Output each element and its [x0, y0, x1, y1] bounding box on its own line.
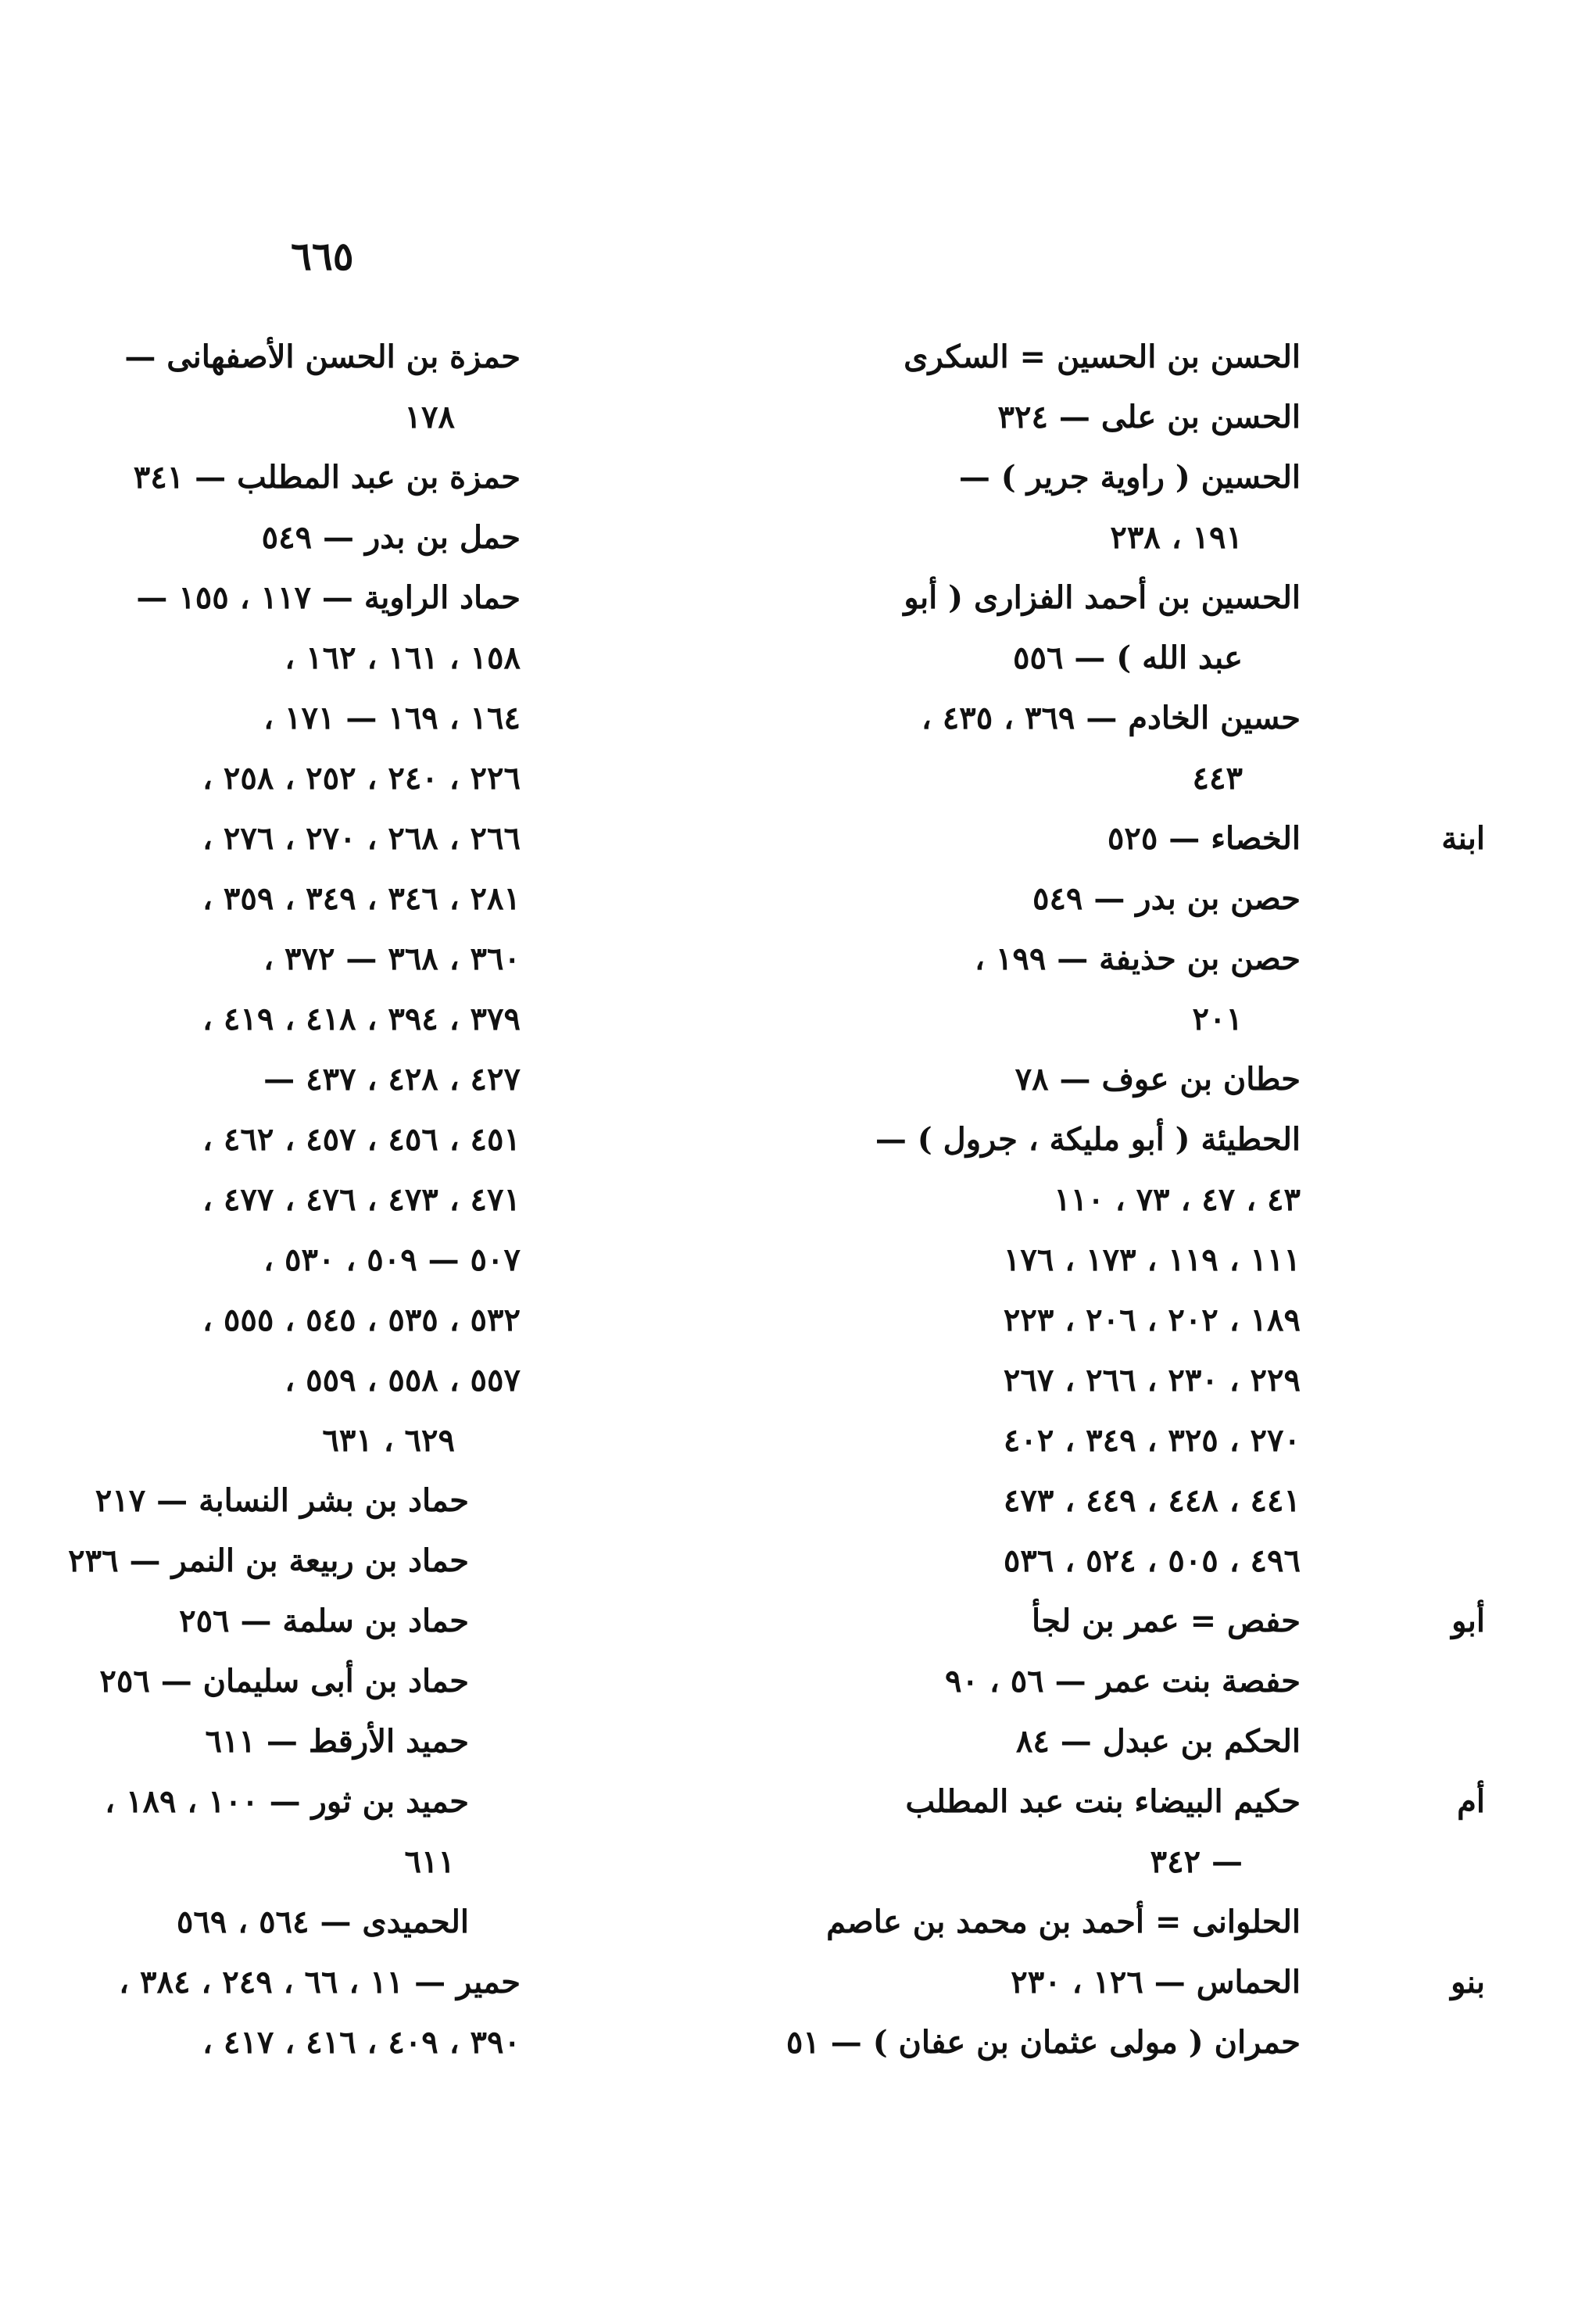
entry-text: — ٣٤٢: [1150, 1843, 1243, 1880]
index-entry-line: [94, 1832, 703, 1892]
entry-prefix: ابنة: [1441, 820, 1485, 857]
entry-text: ٣٧٩ ، ٣٩٤ ، ٤١٨ ، ٤١٩ ،: [202, 1001, 521, 1037]
index-entry-line: [766, 929, 1485, 989]
entry-text: ١٥٨ ، ١٦١ ، ١٦٢ ،: [284, 639, 521, 676]
page-number: ٦٦٥: [291, 233, 354, 279]
index-entry-line: [94, 447, 703, 507]
index-entry-line: [94, 1591, 703, 1651]
index-entry-line: [94, 1350, 703, 1410]
entry-text: حماد بن أبى سليمان — ٢٥٦: [99, 1663, 469, 1699]
index-column-right: [766, 327, 1485, 2072]
index-entry-line: [766, 808, 1485, 869]
index-entry-line: [766, 1109, 1485, 1169]
index-entry-line: [766, 1651, 1485, 1711]
entry-text: عبد الله ) — ٥٥٦: [1012, 639, 1243, 676]
entry-text: حصن بن بدر — ٥٤٩: [1032, 880, 1301, 917]
index-entry-line: [94, 327, 703, 387]
index-entry-line: [94, 808, 703, 869]
index-column-left: [68, 327, 703, 2072]
entry-text: حماد بن سلمة — ٢٥٦: [179, 1603, 469, 1639]
entry-text: الحكم بن عبدل — ٨٤: [1015, 1723, 1301, 1760]
entry-text: ١١١ ، ١١٩ ، ١٧٣ ، ١٧٦: [1003, 1241, 1301, 1278]
entry-text: ٤٧١ ، ٤٧٣ ، ٤٧٦ ، ٤٧٧ ،: [202, 1181, 521, 1218]
index-entry-line: [766, 1892, 1485, 1952]
index-entry-line: [94, 1711, 703, 1771]
index-entry-line: [766, 869, 1485, 929]
entry-text: ٢٦٦ ، ٢٦٨ ، ٢٧٠ ، ٢٧٦ ،: [202, 820, 521, 857]
entry-text: حميد الأرقط — ٦١١: [205, 1723, 469, 1760]
index-entry-line: [94, 1049, 703, 1109]
entry-text: الحلوانى = أحمد بن محمد بن عاصم: [826, 1904, 1301, 1940]
index-entry-line: [766, 1531, 1485, 1591]
entry-text: ٢٨١ ، ٣٤٦ ، ٣٤٩ ، ٣٥٩ ،: [202, 880, 521, 917]
entry-text: حمزة بن الحسن الأصفهانى —: [124, 338, 521, 375]
index-entry-line: [94, 1109, 703, 1169]
index-entry-line: [766, 568, 1485, 628]
index-entry-line: [94, 1290, 703, 1350]
entry-prefix: أبو: [1451, 1603, 1485, 1639]
index-entry-line: [766, 327, 1485, 387]
entry-text: حصن بن حذيفة — ١٩٩ ،: [975, 940, 1301, 977]
index-entry-line: [94, 568, 703, 628]
entry-text: ٦٢٩ ، ٦٣١: [322, 1422, 455, 1459]
entry-text: الحماس — ١٢٦ ، ٢٣٠: [1011, 1964, 1301, 2000]
index-entry-line: [766, 1290, 1485, 1350]
index-entry-line: [94, 2012, 703, 2072]
index-entry-line: [94, 1771, 703, 1832]
entry-text: حماد الراوية — ١١٧ ، ١٥٥ —: [136, 579, 521, 616]
index-entry-line: [766, 1049, 1485, 1109]
index-entry-line: [94, 1410, 703, 1470]
index-entry-line: [766, 688, 1485, 748]
index-entry-line: [766, 989, 1485, 1049]
entry-text: ٥٠٧ — ٥٠٩ ، ٥٣٠ ،: [263, 1241, 521, 1278]
index-entry-line: [94, 748, 703, 808]
entry-text: ٣٩٠ ، ٤٠٩ ، ٤١٦ ، ٤١٧ ،: [202, 2024, 521, 2061]
entry-text: ٢٠١: [1192, 1001, 1243, 1037]
entry-prefix: بنو: [1451, 1964, 1485, 2000]
index-entry-line: [94, 989, 703, 1049]
index-entry-line: [94, 1952, 703, 2012]
entry-text: ٤٣ ، ٤٧ ، ٧٣ ، ١١٠: [1054, 1181, 1301, 1218]
entry-text: ٢٢٩ ، ٢٣٠ ، ٢٦٦ ، ٢٦٧: [1003, 1362, 1301, 1399]
index-entry-line: [68, 1531, 703, 1591]
index-entry-line: [766, 628, 1485, 688]
entry-text: حفص = عمر بن لجأ: [1031, 1603, 1301, 1639]
index-entry-line: [766, 1230, 1485, 1290]
index-entry-line: [766, 1410, 1485, 1470]
entry-text: ٤٤٣: [1192, 760, 1243, 797]
index-entry-line: [94, 1470, 703, 1531]
entry-text: حفصة بنت عمر — ٥٦ ، ٩٠: [944, 1663, 1301, 1699]
index-entry-line: [766, 1169, 1485, 1230]
index-entry-line: [94, 1169, 703, 1230]
index-entry-line: [766, 1832, 1485, 1892]
entry-text: حمران ( مولى عثمان بن عفان ) — ٥١: [785, 2024, 1301, 2061]
index-entry-line: [766, 507, 1485, 568]
entry-text: الحسين بن أحمد الفزارى ( أبو: [904, 579, 1301, 616]
index-entry-line: [766, 1952, 1485, 2012]
entry-text: حطان بن عوف — ٧٨: [1014, 1061, 1301, 1098]
entry-text: ٤٤١ ، ٤٤٨ ، ٤٤٩ ، ٤٧٣: [1003, 1482, 1301, 1519]
entry-text: الحسن بن على — ٣٢٤: [997, 399, 1301, 435]
index-entry-line: [94, 929, 703, 989]
index-entry-line: [766, 1771, 1485, 1832]
entry-text: الحطيئة ( أبو مليكة ، جرول ) —: [875, 1121, 1301, 1158]
entry-text: الحميدى — ٥٦٤ ، ٥٦٩: [176, 1904, 469, 1940]
entry-text: حكيم البيضاء بنت عبد المطلب: [905, 1783, 1301, 1820]
entry-text: حمير — ١١ ، ٦٦ ، ٢٤٩ ، ٣٨٤ ،: [119, 1964, 521, 2000]
index-entry-line: [94, 1230, 703, 1290]
entry-text: ٥٥٧ ، ٥٥٨ ، ٥٥٩ ،: [284, 1362, 521, 1399]
index-entry-line: [94, 1651, 703, 1711]
index-entry-line: [766, 1470, 1485, 1531]
entry-text: ٣٦٠ ، ٣٦٨ — ٣٧٢ ،: [263, 940, 521, 977]
index-entry-line: [766, 447, 1485, 507]
entry-text: حميد بن ثور — ١٠٠ ، ١٨٩ ،: [105, 1783, 469, 1820]
entry-text: حمل بن بدر — ٥٤٩: [261, 519, 521, 556]
entry-text: ٢٢٦ ، ٢٤٠ ، ٢٥٢ ، ٢٥٨ ،: [202, 760, 521, 797]
entry-text: ٦١١: [404, 1843, 455, 1880]
entry-text: ١٩١ ، ٢٣٨: [1110, 519, 1243, 556]
index-entry-line: [94, 869, 703, 929]
index-entry-line: [766, 748, 1485, 808]
index-entry-line: [94, 628, 703, 688]
entry-text: حماد بن ربيعة بن النمر — ٢٣٦: [68, 1542, 469, 1579]
index-entry-line: [766, 1350, 1485, 1410]
entry-text: حماد بن بشر النسابة — ٢١٧: [95, 1482, 469, 1519]
entry-text: ٤٢٧ ، ٤٢٨ ، ٤٣٧ —: [263, 1061, 521, 1098]
entry-text: ٤٥١ ، ٤٥٦ ، ٤٥٧ ، ٤٦٢ ،: [202, 1121, 521, 1158]
entry-text: حسين الخادم — ٣٦٩ ، ٤٣٥ ،: [921, 700, 1301, 736]
entry-text: حمزة بن عبد المطلب — ٣٤١: [133, 459, 521, 496]
index-entry-line: [766, 1591, 1485, 1651]
entry-prefix: أم: [1457, 1783, 1485, 1820]
index-entry-line: [94, 688, 703, 748]
index-entry-line: [94, 387, 703, 447]
index-entry-line: [766, 2012, 1485, 2072]
entry-text: الخصاء — ٥٢٥: [1107, 820, 1301, 857]
entry-text: ١٨٩ ، ٢٠٢ ، ٢٠٦ ، ٢٢٣: [1003, 1302, 1301, 1338]
entry-text: ٤٩٦ ، ٥٠٥ ، ٥٢٤ ، ٥٣٦: [1003, 1542, 1301, 1579]
entry-text: ١٧٨: [404, 399, 455, 435]
entry-text: ١٦٤ ، ١٦٩ — ١٧١ ،: [263, 700, 521, 736]
index-entry-line: [94, 1892, 703, 1952]
entry-text: الحسين ( راوية جرير ) —: [958, 459, 1301, 496]
entry-text: ٥٣٢ ، ٥٣٥ ، ٥٤٥ ، ٥٥٥ ،: [202, 1302, 521, 1338]
index-entry-line: [766, 387, 1485, 447]
index-entry-line: [94, 507, 703, 568]
entry-text: الحسن بن الحسين = السكرى: [904, 338, 1301, 375]
index-entry-line: [766, 1711, 1485, 1771]
entry-text: ٢٧٠ ، ٣٢٥ ، ٣٤٩ ، ٤٠٢: [1003, 1422, 1301, 1459]
